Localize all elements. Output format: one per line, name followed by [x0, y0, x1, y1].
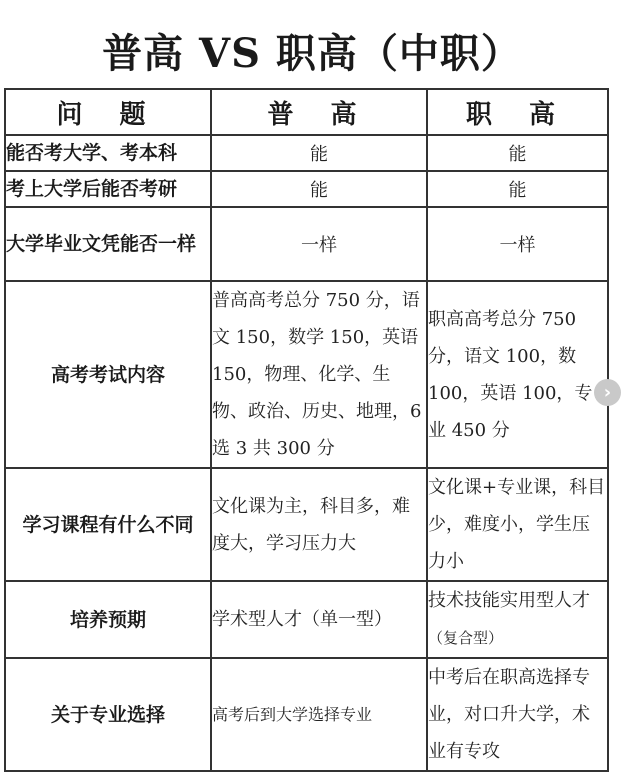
header-zhigao: 职 高 [427, 89, 608, 135]
table-row [5, 207, 608, 281]
row-zhigao-value [427, 581, 608, 658]
row-question: 高考考试内容 [5, 281, 211, 468]
row-zhigao-value: 能 [427, 171, 608, 207]
table-header-row [5, 89, 608, 135]
row-question: 关于专业选择 [5, 658, 211, 771]
table-row [5, 171, 608, 207]
row-pugao-value: 高考后到大学选择专业 [211, 658, 427, 771]
row-question: 大学毕业文凭能否一样 [5, 207, 211, 281]
row-zhigao-value: 文化课+专业课，科目少，难度小，学生压力小 [427, 468, 608, 581]
table-row [5, 281, 608, 468]
row-zhigao-value: 职高高考总分 750 分，语文 100，数 100，英语 100，专业 450 分 [427, 281, 608, 468]
row-pugao-value: 学术型人才（单一型） [211, 581, 427, 658]
page-title: 普高 VS 职高（中职） [102, 30, 522, 77]
row-question: 学习课程有什么不同 [5, 468, 211, 581]
row-zhigao-value: 中考后在职高选择专业，对口升大学，术业有专攻 [427, 658, 608, 771]
row-zhigao-value: 能 [427, 135, 608, 171]
chevron-right-icon[interactable]: › [594, 379, 621, 406]
zhigao-main-text: 技术技能实用型人才 [428, 590, 590, 611]
table-row [5, 135, 608, 171]
row-pugao-value: 文化课为主，科目多，难度大，学习压力大 [211, 468, 427, 581]
row-question: 考上大学后能否考研 [5, 171, 211, 207]
row-zhigao-value: 一样 [427, 207, 608, 281]
comparison-table [4, 88, 609, 772]
row-pugao-value: 一样 [211, 207, 427, 281]
table-row [5, 658, 608, 771]
row-pugao-value: 普高高考总分 750 分，语文 150，数学 150，英语 150，物理、化学、生物、政治、历史、地理，6 选 3 共 300 分 [211, 281, 427, 468]
row-pugao-value: 能 [211, 171, 427, 207]
zhigao-note-text: （复合型） [428, 629, 504, 647]
table-row [5, 581, 608, 658]
table-row [5, 468, 608, 581]
header-question: 问 题 [5, 89, 211, 135]
header-pugao: 普 高 [211, 89, 427, 135]
row-question: 能否考大学、考本科 [5, 135, 211, 171]
row-pugao-value: 能 [211, 135, 427, 171]
row-question: 培养预期 [5, 581, 211, 658]
